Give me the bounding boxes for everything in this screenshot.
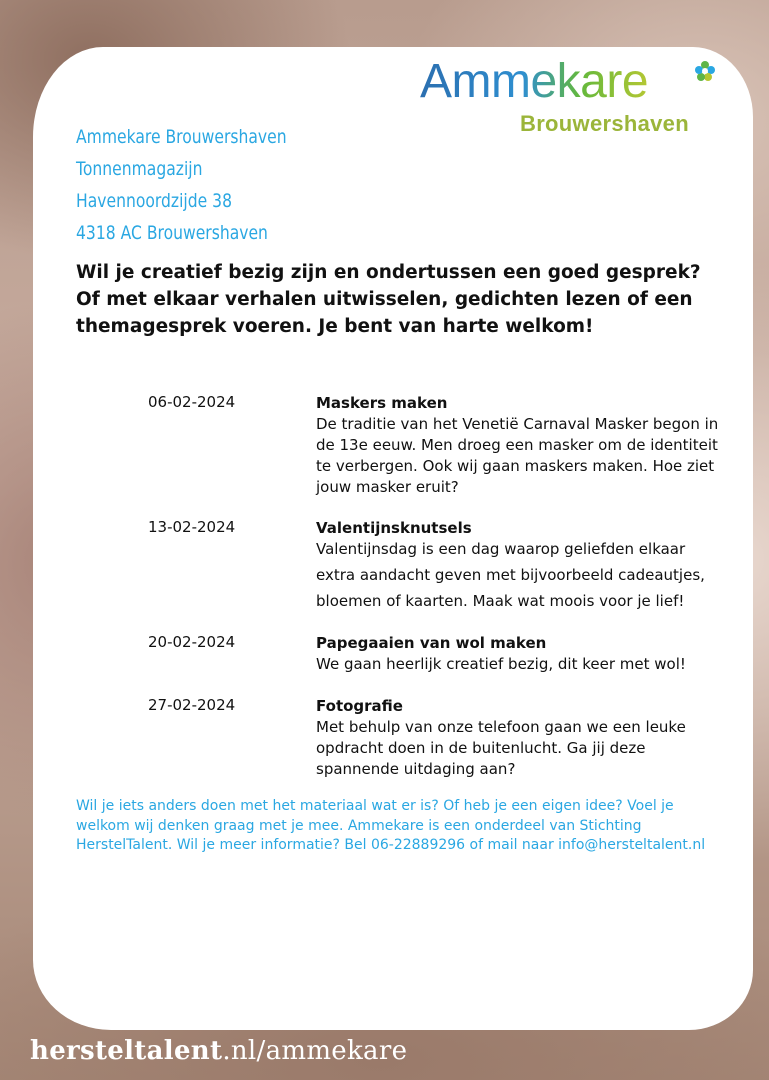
event-date: 13-02-2024 <box>148 518 236 536</box>
logo-wordmark: Ammekare <box>420 55 649 108</box>
address-line: Havennoordzijde 38 <box>76 190 232 212</box>
intro-text: Wil je creatief bezig zijn en ondertussen een goed gesprek? Of met elkaar verhalen uitwisselen, gedichten lezen of een themagesprek voeren. Je bent van harte welkom! <box>76 262 701 337</box>
contact-note: Wil je iets anders doen met het materiaal wat er is? Of heb je een eigen idee? Voel je welkom wij denken graag met je mee. Ammekare is een onderdeel van Stichting HerstelTalent. Wil je meer informatie? Bel 06-22889296 of mail naar info@hersteltalent.nl <box>76 798 706 853</box>
event-description: We gaan heerlijk creatief bezig, dit keer met wol! <box>316 655 686 673</box>
event-description: Met behulp van onze telefoon gaan we een leuke opdracht doen in de buitenlucht. Ga jij deze spannende uitdaging aan? <box>316 718 686 778</box>
ammekare-logo <box>420 55 720 148</box>
event-title: Valentijnsknutsels <box>316 519 472 537</box>
event-date: 27-02-2024 <box>148 696 236 714</box>
event-description: De traditie van het Venetië Carnaval Masker begon in de 13e eeuw. Men droeg een masker om de identiteit te verbergen. Ook wij gaan maskers maken. Hoe ziet jouw masker eruit? <box>316 415 719 496</box>
website-url <box>30 1036 407 1066</box>
event-title: Papegaaien van wol maken <box>316 634 547 652</box>
event-date: 20-02-2024 <box>148 633 236 651</box>
event-title: Fotografie <box>316 697 403 715</box>
flower-icon <box>694 60 716 82</box>
address-line: 4318 AC Brouwershaven <box>76 222 268 244</box>
website-domain: hersteltalent <box>30 1036 223 1066</box>
event-date: 06-02-2024 <box>148 393 236 411</box>
address-line: Tonnenmagazijn <box>76 158 203 180</box>
address-line: Ammekare Brouwershaven <box>76 126 287 148</box>
address-block <box>76 121 287 249</box>
event-title: Maskers maken <box>316 394 448 412</box>
event-description: Valentijnsdag is een dag waarop geliefden elkaar extra aandacht geven met bijvoorbeeld cadeautjes, bloemen of kaarten. Maak wat moois voor je lief! <box>316 540 705 610</box>
logo-subtitle: Brouwershaven <box>520 111 689 136</box>
website-path: .nl/ammekare <box>222 1036 408 1066</box>
